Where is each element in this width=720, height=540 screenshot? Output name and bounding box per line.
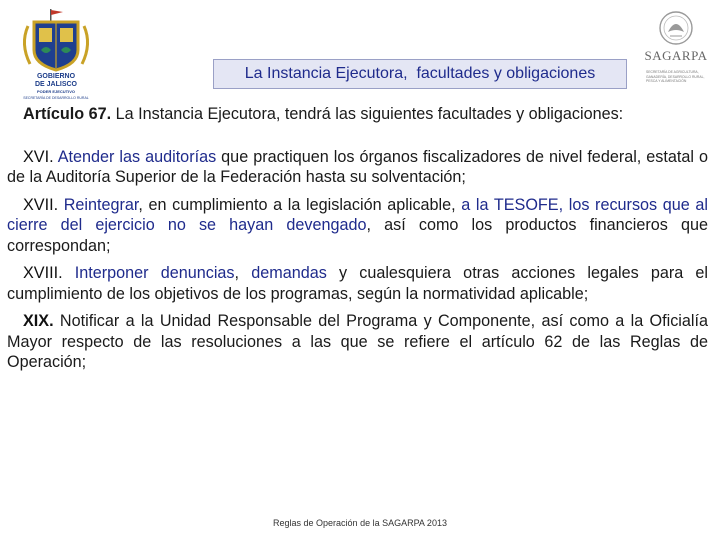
item-xix [7,311,708,373]
sagarpa-logo [636,8,716,92]
item-xvi-highlight: Atender las auditorías [57,147,217,166]
item-xix-text: Notificar a la Unidad Responsable del Programa y Componente, así como a la Oficialía Mayor respecto de las resoluciones a las que se refiere el artículo 62 de las Reglas de Operación; [7,312,709,371]
item-xvi [7,147,708,188]
sagarpa-tagline: SECRETARÍA DE AGRICULTURA, GANADERÍA, DESARROLLO RURAL, PESCA Y ALIMENTACIÓN [646,70,705,84]
item-xviii-number: XVIII. [23,264,63,282]
item-xix-number: XIX. [23,312,54,330]
article-intro [7,104,708,125]
article-heading: Artículo 67. [23,105,112,123]
item-xvii [7,195,708,257]
item-xviii [7,263,708,304]
slide-title-text: La Instancia Ejecutora, facultades y obligaciones [244,65,596,82]
item-xvii-text-1: , en cumplimiento a la legislación aplicable, [138,195,462,214]
article-content [7,104,708,380]
slide-footer: Reglas de Operación de la SAGARPA 2013 [273,518,447,528]
item-xvii-text-2: , así como los productos financieros que correspondan; [7,216,708,255]
item-xvi-text: que practiquen los órganos fiscalizadores de nivel federal, estatal o de la Auditoría Superior de la Federación hasta su solventación; [7,147,708,186]
item-xvii-highlight-2: a la TESOFE, los recursos que al cierre del ejercicio no se hayan devengado [7,195,708,234]
jalisco-logo [6,6,106,102]
logo-tagline: SECRETARÍA DE DESARROLLO RURAL [23,96,89,100]
item-xviii-highlight-2: demandas [251,264,327,282]
item-xviii-text-1: , [234,264,252,282]
logo-line-2: DE JALISCO [34,81,77,88]
item-xvi-number: XVI. [23,147,54,166]
item-xviii-text-2: y cualesquiera otras acciones legales para el cumplimiento de los objetivos de los programas, según la normatividad aplicable; [7,264,709,303]
item-xviii-highlight-1: Interponer denuncias [74,264,235,282]
item-xvii-highlight-1: Reintegrar [63,195,139,214]
item-xvii-number: XVII. [23,195,59,214]
sagarpa-name: SAGARPA [644,48,708,63]
logo-line-3: PODER EJECUTIVO [36,89,75,94]
slide-title [213,59,627,89]
logo-line-1: GOBIERNO [36,73,76,80]
mexico-eagle-seal-icon [636,8,716,48]
article-intro-text: La Instancia Ejecutora, tendrá las siguientes facultades y obligaciones: [115,105,624,123]
